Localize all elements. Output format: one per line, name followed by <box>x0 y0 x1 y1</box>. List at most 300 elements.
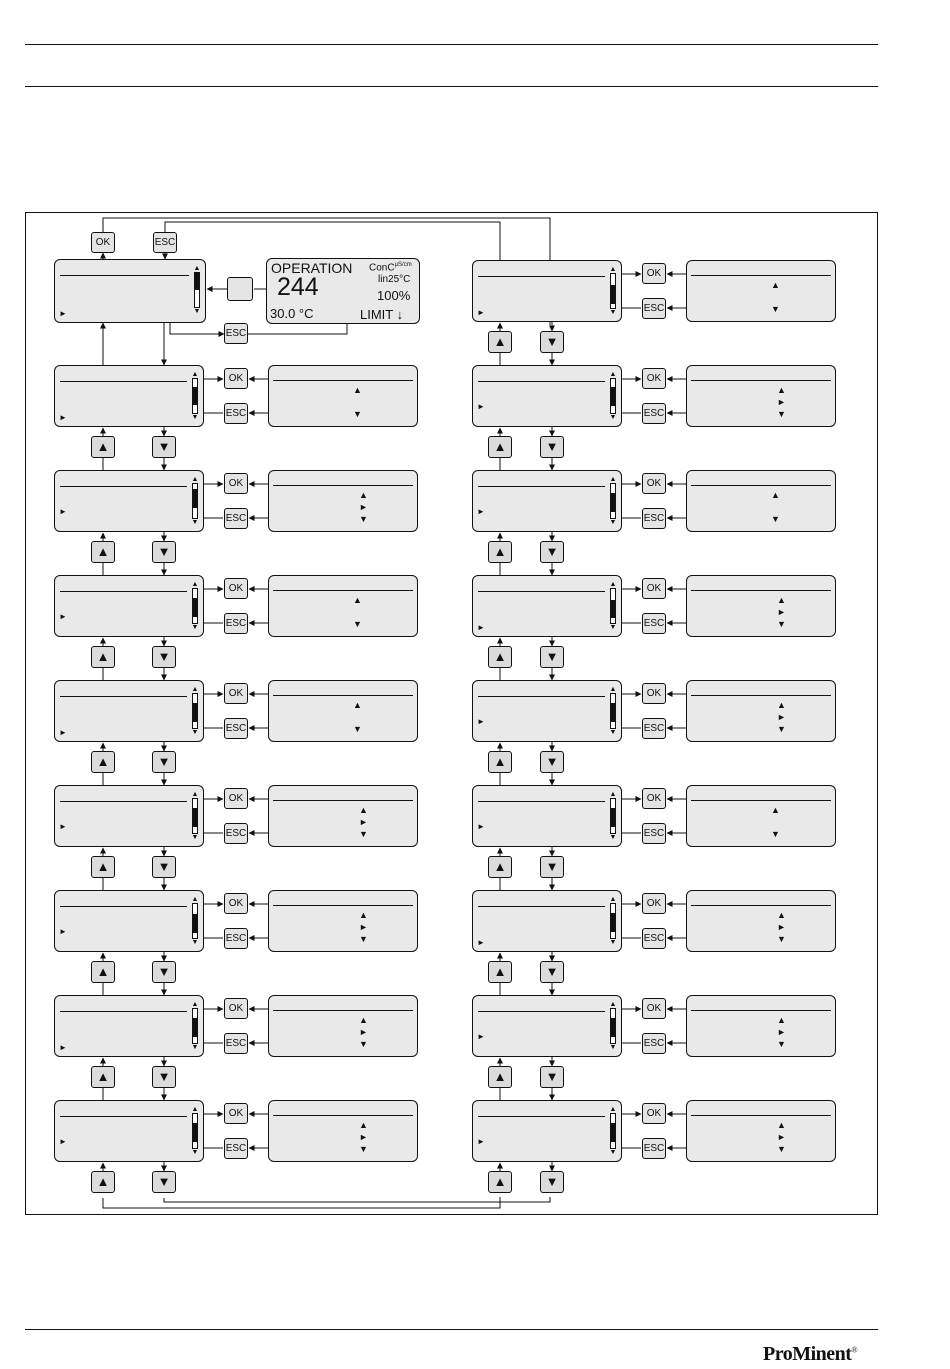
right-down-button-5[interactable]: ▼ <box>540 751 564 773</box>
scrollbar <box>191 371 199 421</box>
option-up-icon: ▲ <box>359 805 368 815</box>
lcd-separator <box>478 801 605 802</box>
right-ok-button-9[interactable]: OK <box>642 1103 666 1124</box>
scroll-down-icon: ▼ <box>193 308 201 315</box>
left-ok-button-1[interactable]: OK <box>224 368 248 389</box>
left-down-button-7[interactable]: ▼ <box>152 1066 176 1088</box>
right-ok-button-3[interactable]: OK <box>642 473 666 494</box>
left-esc-button-5[interactable]: ESC <box>224 823 248 844</box>
option-separator <box>273 1115 413 1116</box>
scroll-up-icon: ▲ <box>609 371 617 378</box>
scroll-track <box>192 588 198 624</box>
right-esc-button-2[interactable]: ESC <box>642 403 666 424</box>
option-down-icon: ▼ <box>771 514 780 524</box>
connector-line <box>165 222 500 260</box>
left-esc-button-8[interactable]: ESC <box>224 1138 248 1159</box>
option-right-icon: ► <box>359 1027 368 1037</box>
menu-display-left-5 <box>54 785 204 847</box>
blank-key[interactable] <box>227 277 253 301</box>
scroll-thumb <box>611 493 615 512</box>
scroll-track <box>610 483 616 519</box>
scrollbar <box>191 581 199 631</box>
scroll-thumb <box>193 489 197 508</box>
right-up-button-4[interactable]: ▲ <box>488 646 512 668</box>
option-up-icon: ▲ <box>777 1015 786 1025</box>
top-esc-button[interactable]: ESC <box>153 232 177 253</box>
option-down-icon: ▼ <box>777 1039 786 1049</box>
option-separator <box>273 1010 413 1011</box>
option-separator <box>273 695 413 696</box>
lcd-separator <box>478 486 605 487</box>
cursor-icon: ► <box>59 1137 67 1146</box>
option-down-icon: ▼ <box>353 409 362 419</box>
cursor-icon: ► <box>477 938 485 947</box>
option-panel-left-6 <box>268 890 418 952</box>
right-down-button-9[interactable]: ▼ <box>540 1171 564 1193</box>
scrollbar <box>191 1001 199 1051</box>
option-separator <box>691 1115 831 1116</box>
left-ok-button-5[interactable]: OK <box>224 788 248 809</box>
scrollbar <box>609 896 617 946</box>
right-ok-button-1[interactable]: OK <box>642 263 666 284</box>
cursor-icon: ► <box>59 309 67 318</box>
right-up-button-1[interactable]: ▲ <box>488 331 512 353</box>
right-up-button-2[interactable]: ▲ <box>488 436 512 458</box>
right-ok-button-7[interactable]: OK <box>642 893 666 914</box>
top-ok-button[interactable]: OK <box>91 232 115 253</box>
right-down-button-7[interactable]: ▼ <box>540 961 564 983</box>
right-up-button-7[interactable]: ▲ <box>488 961 512 983</box>
scroll-down-icon: ▼ <box>609 1149 617 1156</box>
scroll-track <box>192 483 198 519</box>
scroll-up-icon: ▲ <box>609 1106 617 1113</box>
menu-display-right-6 <box>472 785 622 847</box>
option-up-icon: ▲ <box>353 700 362 710</box>
lcd-separator <box>60 1116 187 1117</box>
scroll-up-icon: ▲ <box>191 686 199 693</box>
scroll-thumb <box>611 285 615 304</box>
scroll-down-icon: ▼ <box>191 729 199 736</box>
lcd-separator <box>60 1011 187 1012</box>
menu-display-left-7 <box>54 995 204 1057</box>
option-right-icon: ► <box>777 1027 786 1037</box>
scroll-track <box>194 272 200 308</box>
scrollbar <box>609 581 617 631</box>
scroll-thumb <box>611 1018 615 1037</box>
option-down-icon: ▼ <box>771 829 780 839</box>
option-separator <box>691 590 831 591</box>
menu-display-right-4 <box>472 575 622 637</box>
option-right-icon: ► <box>359 817 368 827</box>
option-right-icon: ► <box>359 922 368 932</box>
scroll-up-icon: ▲ <box>609 791 617 798</box>
scroll-down-icon: ▼ <box>191 939 199 946</box>
option-down-icon: ▼ <box>777 934 786 944</box>
scroll-up-icon: ▲ <box>191 1001 199 1008</box>
right-esc-button-5[interactable]: ESC <box>642 718 666 739</box>
option-panel-left-1 <box>268 365 418 427</box>
left-down-button-2[interactable]: ▼ <box>152 541 176 563</box>
scroll-track <box>610 273 616 309</box>
right-ok-button-6[interactable]: OK <box>642 788 666 809</box>
left-up-button-3[interactable]: ▲ <box>91 646 115 668</box>
scroll-down-icon: ▼ <box>191 624 199 631</box>
scroll-up-icon: ▲ <box>609 896 617 903</box>
option-down-icon: ▼ <box>353 619 362 629</box>
option-right-icon: ► <box>777 607 786 617</box>
scrollbar <box>609 476 617 526</box>
scrollbar <box>191 476 199 526</box>
left-ok-button-6[interactable]: OK <box>224 893 248 914</box>
scroll-up-icon: ▲ <box>191 1106 199 1113</box>
left-up-button-7[interactable]: ▲ <box>91 1066 115 1088</box>
option-up-icon: ▲ <box>771 805 780 815</box>
scrollbar <box>609 791 617 841</box>
lcd-separator <box>60 486 187 487</box>
menu-display-left-2 <box>54 470 204 532</box>
right-esc-button-7[interactable]: ESC <box>642 928 666 949</box>
option-separator <box>691 1010 831 1011</box>
scroll-down-icon: ▼ <box>191 834 199 841</box>
menu-display-left-1 <box>54 365 204 427</box>
right-up-button-3[interactable]: ▲ <box>488 541 512 563</box>
left-down-button-6[interactable]: ▼ <box>152 961 176 983</box>
option-down-icon: ▼ <box>777 409 786 419</box>
menu-display-left-4 <box>54 680 204 742</box>
left-esc-button-6[interactable]: ESC <box>224 928 248 949</box>
scroll-track <box>192 798 198 834</box>
lcd-separator <box>478 276 605 277</box>
lcd-separator <box>478 591 605 592</box>
option-down-icon: ▼ <box>777 724 786 734</box>
scroll-down-icon: ▼ <box>609 309 617 316</box>
option-separator <box>273 800 413 801</box>
scroll-track <box>192 903 198 939</box>
scroll-down-icon: ▼ <box>609 939 617 946</box>
option-up-icon: ▲ <box>777 700 786 710</box>
left-down-button-5[interactable]: ▼ <box>152 856 176 878</box>
right-down-button-6[interactable]: ▼ <box>540 856 564 878</box>
scroll-up-icon: ▲ <box>191 476 199 483</box>
left-ok-button-3[interactable]: OK <box>224 578 248 599</box>
left-esc-button-1[interactable]: ESC <box>224 403 248 424</box>
option-panel-right-1 <box>686 260 836 322</box>
option-panel-left-4 <box>268 680 418 742</box>
right-esc-button-6[interactable]: ESC <box>642 823 666 844</box>
right-up-button-5[interactable]: ▲ <box>488 751 512 773</box>
cursor-icon: ► <box>59 507 67 516</box>
scrollbar <box>609 371 617 421</box>
output-percent: 100% <box>377 288 411 303</box>
option-up-icon: ▲ <box>359 1015 368 1025</box>
left-up-button-1[interactable]: ▲ <box>91 436 115 458</box>
scroll-up-icon: ▲ <box>191 371 199 378</box>
scroll-track <box>192 1008 198 1044</box>
left-esc-button-7[interactable]: ESC <box>224 1033 248 1054</box>
lcd-separator <box>60 381 187 382</box>
scroll-down-icon: ▼ <box>609 519 617 526</box>
scrollbar <box>191 896 199 946</box>
compensation: lin25°C <box>378 274 411 285</box>
option-panel-right-8 <box>686 995 836 1057</box>
cursor-icon: ► <box>477 507 485 516</box>
temperature: 30.0 °C <box>270 306 314 321</box>
lcd-separator <box>60 801 187 802</box>
right-down-button-4[interactable]: ▼ <box>540 646 564 668</box>
cursor-icon: ► <box>477 1032 485 1041</box>
menu-display-right-1 <box>472 260 622 322</box>
lcd-separator <box>60 275 189 276</box>
scroll-thumb <box>193 598 197 617</box>
scroll-track <box>610 1008 616 1044</box>
option-panel-left-5 <box>268 785 418 847</box>
option-separator <box>691 695 831 696</box>
scroll-up-icon: ▲ <box>193 265 201 272</box>
left-down-button-8[interactable]: ▼ <box>152 1171 176 1193</box>
lcd-separator <box>478 1011 605 1012</box>
scroll-thumb <box>611 703 615 722</box>
cursor-icon: ► <box>477 717 485 726</box>
scroll-down-icon: ▼ <box>609 729 617 736</box>
limit-status: LIMIT ↓ <box>360 307 404 322</box>
scroll-thumb <box>611 913 615 932</box>
option-separator <box>691 800 831 801</box>
scroll-track <box>610 588 616 624</box>
cursor-icon: ► <box>59 728 67 737</box>
option-separator <box>691 905 831 906</box>
left-up-button-5[interactable]: ▲ <box>91 856 115 878</box>
option-down-icon: ▼ <box>777 1144 786 1154</box>
scroll-thumb <box>193 703 197 722</box>
lcd-separator <box>478 696 605 697</box>
scrollbar <box>609 1001 617 1051</box>
scroll-up-icon: ▲ <box>191 581 199 588</box>
option-right-icon: ► <box>777 1132 786 1142</box>
right-ok-button-2[interactable]: OK <box>642 368 666 389</box>
cursor-icon: ► <box>59 612 67 621</box>
operation-display <box>266 258 420 324</box>
scrollbar <box>193 265 201 315</box>
option-panel-right-6 <box>686 785 836 847</box>
scroll-up-icon: ▲ <box>609 581 617 588</box>
operation-mode: OPERATION <box>271 260 353 276</box>
menu-display-right-2 <box>472 365 622 427</box>
left-up-button-6[interactable]: ▲ <box>91 961 115 983</box>
right-esc-button-1[interactable]: ESC <box>642 298 666 319</box>
cursor-icon: ► <box>59 1043 67 1052</box>
right-down-button-2[interactable]: ▼ <box>540 436 564 458</box>
option-panel-left-2 <box>268 470 418 532</box>
option-up-icon: ▲ <box>359 490 368 500</box>
lcd-separator <box>60 906 187 907</box>
option-panel-right-7 <box>686 890 836 952</box>
option-up-icon: ▲ <box>771 280 780 290</box>
right-up-button-6[interactable]: ▲ <box>488 856 512 878</box>
scroll-thumb <box>611 387 615 406</box>
menu-display-right-9 <box>472 1100 622 1162</box>
lcd-separator <box>478 1116 605 1117</box>
lcd-separator <box>478 381 605 382</box>
option-separator <box>273 485 413 486</box>
cursor-icon: ► <box>477 308 485 317</box>
left-ok-button-4[interactable]: OK <box>224 683 248 704</box>
right-up-button-9[interactable]: ▲ <box>488 1171 512 1193</box>
scroll-up-icon: ▲ <box>191 896 199 903</box>
left-up-button-4[interactable]: ▲ <box>91 751 115 773</box>
left-esc-button-2[interactable]: ESC <box>224 508 248 529</box>
scroll-track <box>610 798 616 834</box>
scroll-thumb <box>193 914 197 933</box>
scroll-down-icon: ▼ <box>191 1044 199 1051</box>
option-panel-right-2 <box>686 365 836 427</box>
menu-display-top <box>54 259 206 323</box>
right-ok-button-5[interactable]: OK <box>642 683 666 704</box>
left-ok-button-8[interactable]: OK <box>224 1103 248 1124</box>
menu-display-left-3 <box>54 575 204 637</box>
option-down-icon: ▼ <box>359 1039 368 1049</box>
scroll-thumb <box>611 808 615 827</box>
lcd-separator <box>478 906 605 907</box>
option-panel-left-8 <box>268 1100 418 1162</box>
scroll-up-icon: ▲ <box>609 266 617 273</box>
scroll-track <box>610 1113 616 1149</box>
right-ok-button-8[interactable]: OK <box>642 998 666 1019</box>
option-up-icon: ▲ <box>777 910 786 920</box>
scrollbar <box>191 791 199 841</box>
left-down-button-3[interactable]: ▼ <box>152 646 176 668</box>
scroll-up-icon: ▲ <box>609 1001 617 1008</box>
option-up-icon: ▲ <box>771 490 780 500</box>
option-up-icon: ▲ <box>353 385 362 395</box>
menu-display-right-8 <box>472 995 622 1057</box>
scrollbar <box>609 266 617 316</box>
right-down-button-3[interactable]: ▼ <box>540 541 564 563</box>
scroll-down-icon: ▼ <box>609 1044 617 1051</box>
scroll-track <box>610 378 616 414</box>
left-esc-button-4[interactable]: ESC <box>224 718 248 739</box>
option-down-icon: ▼ <box>359 514 368 524</box>
cursor-icon: ► <box>477 822 485 831</box>
right-esc-button-4[interactable]: ESC <box>642 613 666 634</box>
option-right-icon: ► <box>359 502 368 512</box>
right-down-button-1[interactable]: ▼ <box>540 331 564 353</box>
scroll-thumb <box>193 387 197 406</box>
option-separator <box>273 590 413 591</box>
option-separator <box>691 380 831 381</box>
scroll-down-icon: ▼ <box>609 414 617 421</box>
option-panel-right-3 <box>686 470 836 532</box>
option-down-icon: ▼ <box>353 724 362 734</box>
prominent-logo: ProMinent® <box>763 1343 858 1365</box>
scroll-track <box>192 378 198 414</box>
cursor-icon: ► <box>59 927 67 936</box>
option-up-icon: ▲ <box>777 385 786 395</box>
option-separator <box>273 380 413 381</box>
scroll-down-icon: ▼ <box>191 519 199 526</box>
scroll-thumb <box>193 1123 197 1142</box>
scroll-up-icon: ▲ <box>191 791 199 798</box>
menu-display-left-8 <box>54 1100 204 1162</box>
cursor-icon: ► <box>59 413 67 422</box>
cursor-icon: ► <box>477 623 485 632</box>
option-up-icon: ▲ <box>777 1120 786 1130</box>
lcd-separator <box>60 591 187 592</box>
scrollbar <box>609 1106 617 1156</box>
option-right-icon: ► <box>777 397 786 407</box>
left-down-button-1[interactable]: ▼ <box>152 436 176 458</box>
menu-display-right-5 <box>472 680 622 742</box>
option-up-icon: ▲ <box>359 910 368 920</box>
measurand: ConC$^{\mu S/cm}$ <box>369 262 412 274</box>
right-down-button-8[interactable]: ▼ <box>540 1066 564 1088</box>
option-down-icon: ▼ <box>777 619 786 629</box>
measured-value: 244 <box>277 273 319 301</box>
option-panel-left-3 <box>268 575 418 637</box>
option-separator <box>691 485 831 486</box>
left-down-button-4[interactable]: ▼ <box>152 751 176 773</box>
scroll-track <box>192 693 198 729</box>
scroll-thumb <box>193 808 197 827</box>
option-up-icon: ▲ <box>359 1120 368 1130</box>
scroll-down-icon: ▼ <box>609 624 617 631</box>
scrollbar <box>609 686 617 736</box>
option-panel-right-5 <box>686 680 836 742</box>
scroll-down-icon: ▼ <box>191 414 199 421</box>
right-esc-button-9[interactable]: ESC <box>642 1138 666 1159</box>
scrollbar <box>191 686 199 736</box>
connector-line <box>248 324 347 334</box>
right-up-button-8[interactable]: ▲ <box>488 1066 512 1088</box>
option-panel-right-4 <box>686 575 836 637</box>
scroll-thumb <box>193 1018 197 1037</box>
left-esc-button-3[interactable]: ESC <box>224 613 248 634</box>
menu-display-right-3 <box>472 470 622 532</box>
left-up-button-8[interactable]: ▲ <box>91 1171 115 1193</box>
cursor-icon: ► <box>59 822 67 831</box>
option-down-icon: ▼ <box>771 304 780 314</box>
option-panel-right-9 <box>686 1100 836 1162</box>
option-right-icon: ► <box>777 712 786 722</box>
option-separator <box>273 905 413 906</box>
right-esc-button-3[interactable]: ESC <box>642 508 666 529</box>
scrollbar <box>191 1106 199 1156</box>
scroll-thumb <box>611 1123 615 1142</box>
left-ok-button-7[interactable]: OK <box>224 998 248 1019</box>
scroll-thumb <box>195 273 199 290</box>
menu-display-left-6 <box>54 890 204 952</box>
scroll-track <box>192 1113 198 1149</box>
option-down-icon: ▼ <box>359 1144 368 1154</box>
operation-esc-button[interactable]: ESC <box>224 323 248 344</box>
menu-display-right-7 <box>472 890 622 952</box>
right-ok-button-4[interactable]: OK <box>642 578 666 599</box>
option-down-icon: ▼ <box>359 934 368 944</box>
scroll-up-icon: ▲ <box>609 686 617 693</box>
scroll-down-icon: ▼ <box>191 1149 199 1156</box>
option-panel-left-7 <box>268 995 418 1057</box>
cursor-icon: ► <box>477 1137 485 1146</box>
scroll-thumb <box>611 600 615 619</box>
scroll-track <box>610 693 616 729</box>
connector-line <box>164 1197 550 1202</box>
left-up-button-2[interactable]: ▲ <box>91 541 115 563</box>
connector-line <box>170 323 224 334</box>
left-ok-button-2[interactable]: OK <box>224 473 248 494</box>
option-up-icon: ▲ <box>777 595 786 605</box>
scroll-down-icon: ▼ <box>609 834 617 841</box>
lcd-separator <box>60 696 187 697</box>
right-esc-button-8[interactable]: ESC <box>642 1033 666 1054</box>
